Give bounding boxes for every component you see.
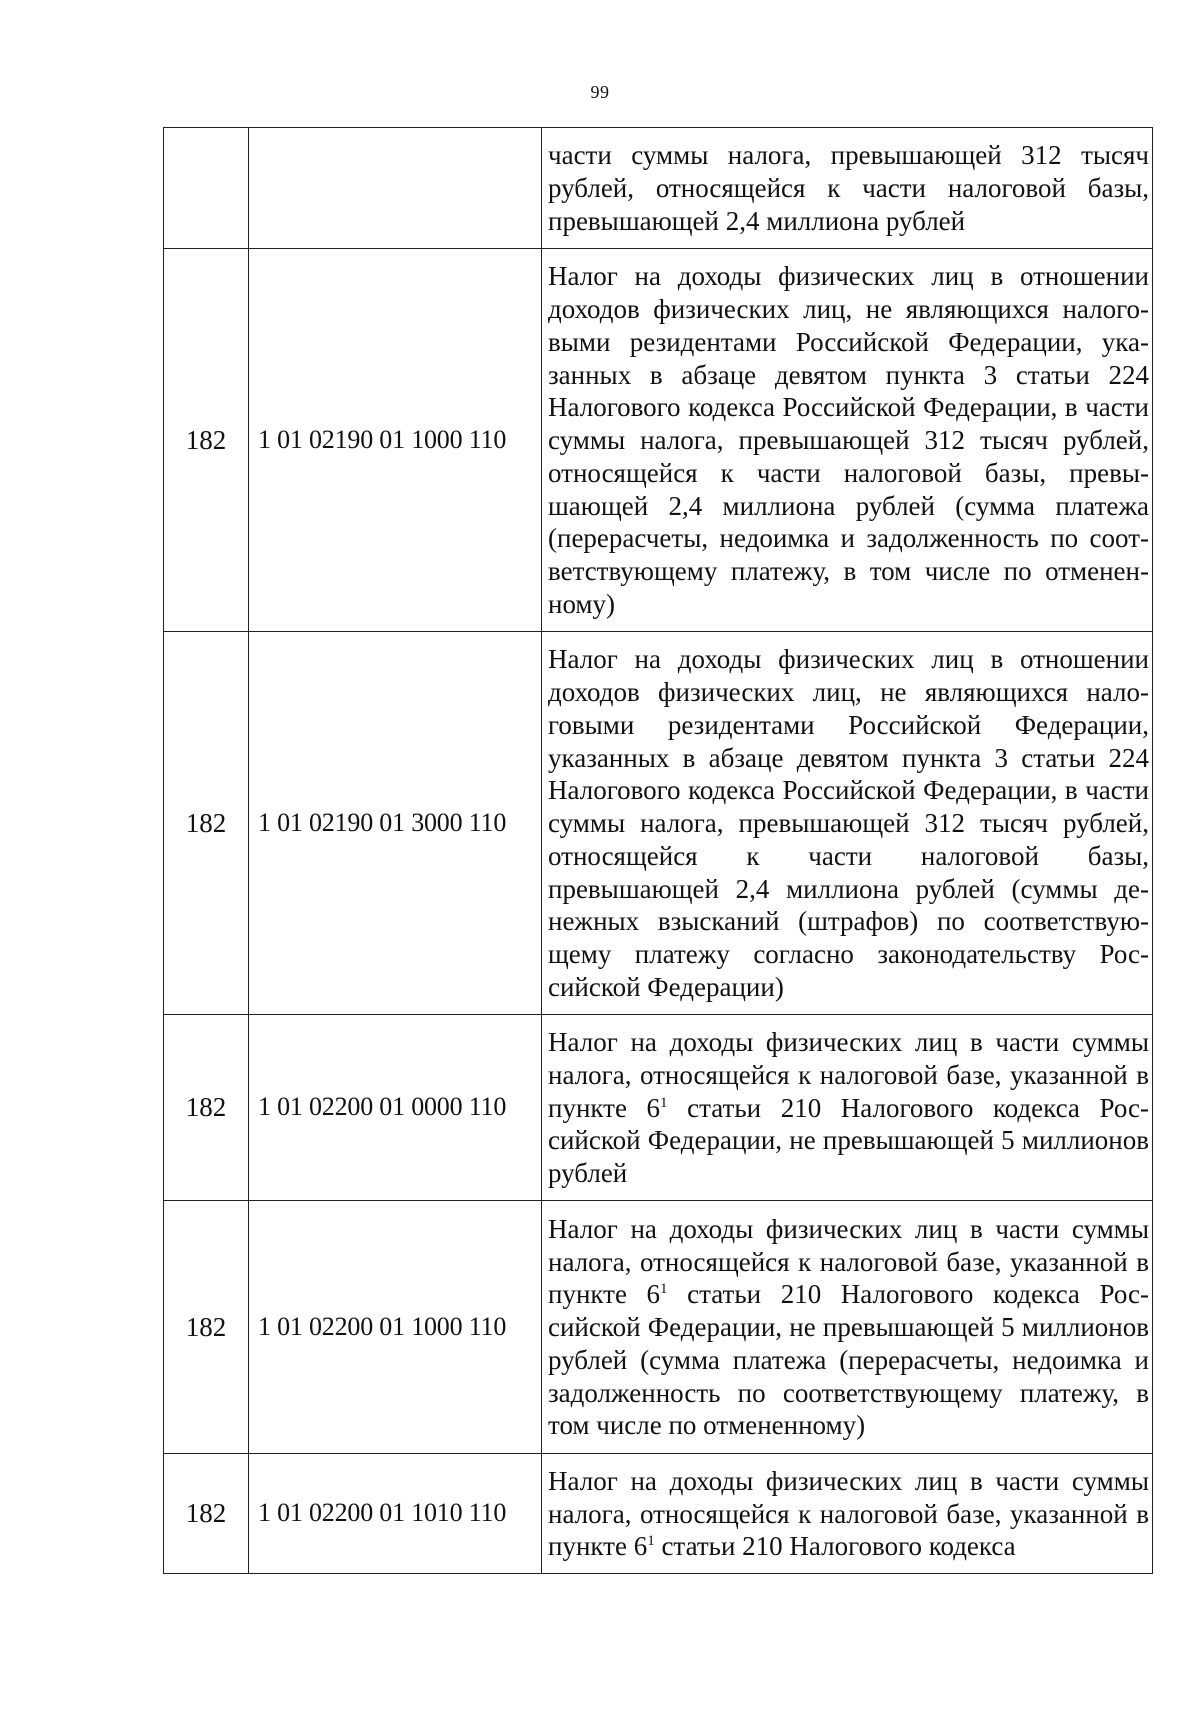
- revenue-name-part: Налог на доходы физических лиц в части суммы налога, относящейся к налоговой базе, указанной в пункте 6: [548, 1213, 1149, 1310]
- kbk-code-cell: [249, 128, 542, 249]
- footnote-superscript: 1: [660, 1094, 668, 1111]
- revenue-name-cell: [542, 632, 1153, 1015]
- revenue-name-text: [548, 1026, 1149, 1190]
- table-row: [164, 128, 1153, 249]
- admin-code-cell: 182: [164, 249, 249, 632]
- revenue-name-text: Налог на доходы физических лиц в отношении доходов физических лиц, не являющихся налоговыми резидентами Российской Федерации, указанных в абзаце девятом пункта 3 статьи 224 Налогового кодекса Российской Федерации, в части суммы налога, превышающей 312 тысяч рублей, относящейся к части налоговой базы, превышающей 2,4 миллиона рублей (суммы денежных взысканий (штрафов) по соответствующему платежу согласно законодательству Российской Федерации): [548, 644, 1149, 1003]
- kbk-code-cell: 1 01 02200 01 1010 110: [249, 1454, 542, 1574]
- revenue-name-part: статьи 210 Налогового кодекса: [654, 1531, 1016, 1562]
- revenue-name-text: Налог на доходы физических лиц в отношении доходов физических лиц, не являющихся налоговыми резидентами Российской Федерации, указанных в абзаце девятом пункта 3 статьи 224 Налогового кодекса Российской Федерации, в части суммы налога, превышающей 312 тысяч рублей, относящейся к части налоговой базы, превышающей 2,4 миллиона рублей (сумма платежа (перерасчеты, недоимка и задолженность по соответствующему платежу, в том числе по отмененному): [548, 261, 1149, 620]
- revenue-name-cell: [542, 128, 1153, 249]
- revenue-name-text: [548, 1465, 1149, 1563]
- admin-code-cell: [164, 128, 249, 249]
- table-row: [164, 249, 1153, 632]
- revenue-name-part: статьи 210 Налогового кодекса Российской Федерации, не превышающей 5 миллионов рублей (сумма платежа (перерасчеты, недоимка и задолженность по соответствующему платежу, в том числе по отмененному): [548, 1279, 1149, 1441]
- revenue-name-cell: [542, 249, 1153, 632]
- admin-code-cell: 182: [164, 1015, 249, 1201]
- kbk-code-cell: 1 01 02190 01 3000 110: [249, 632, 542, 1015]
- revenue-name-cell: [542, 1454, 1153, 1574]
- revenue-name-part: Налог на доходы физических лиц в части суммы налога, относящейся к налоговой базе, указанной в пункте 6: [548, 1027, 1149, 1123]
- budget-classification-table: [163, 127, 1153, 1574]
- table-row: [164, 632, 1153, 1015]
- admin-code-cell: 182: [164, 1454, 249, 1574]
- footnote-superscript: 1: [647, 1533, 655, 1550]
- kbk-code-cell: 1 01 02200 01 1000 110: [249, 1201, 542, 1454]
- revenue-name-cell: [542, 1201, 1153, 1454]
- table-row: [164, 1454, 1153, 1574]
- page-number: 99: [590, 82, 610, 102]
- revenue-name-cell: [542, 1015, 1153, 1201]
- revenue-name-text: [548, 1213, 1149, 1443]
- revenue-name-text: части суммы налога, превышающей 312 тысяч рублей, относящейся к части налоговой базы, превышающей 2,4 миллиона рублей: [548, 140, 1149, 236]
- admin-code-cell: 182: [164, 632, 249, 1015]
- footnote-superscript: 1: [660, 1281, 668, 1298]
- kbk-code-cell: 1 01 02190 01 1000 110: [249, 249, 542, 632]
- table-row: [164, 1015, 1153, 1201]
- kbk-code-cell: 1 01 02200 01 0000 110: [249, 1015, 542, 1201]
- revenue-name-part: статьи 210 Налогового кодекса Российской Федерации, не превышающей 5 миллионов рублей: [548, 1092, 1149, 1189]
- table-row: [164, 1201, 1153, 1454]
- revenue-name-part: Налог на доходы физических лиц в части суммы налога, относящейся к налоговой базе, указанной в пункте 6: [548, 1465, 1149, 1562]
- admin-code-cell: 182: [164, 1201, 249, 1454]
